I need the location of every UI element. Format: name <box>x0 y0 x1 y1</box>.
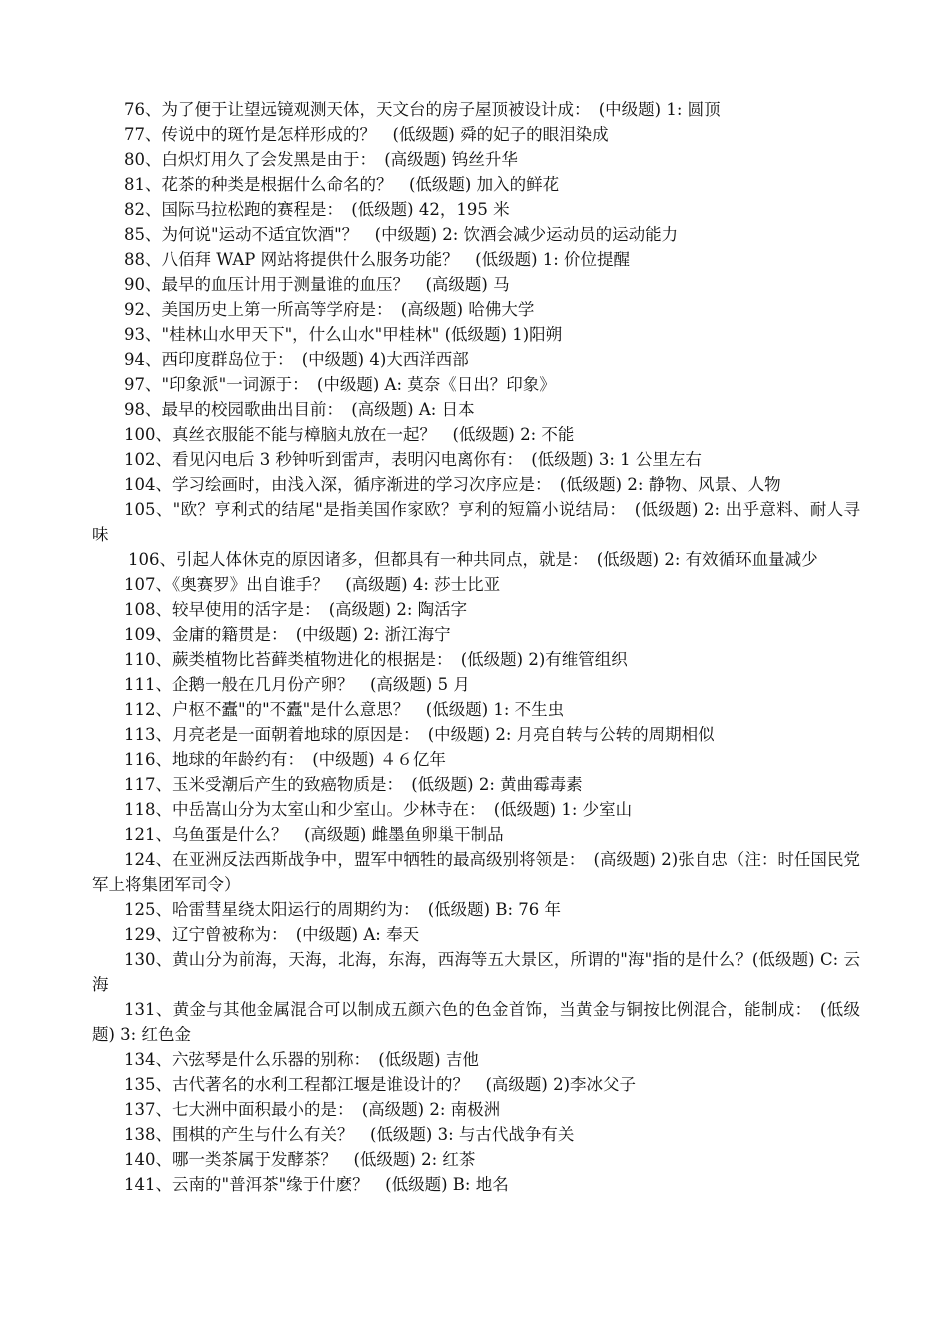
question-93: 93、"桂林山水甲天下"，什么山水"甲桂林" (低级题) 1)阳朔 <box>124 325 563 344</box>
question-112: 112、户枢不蠹"的"不蠹"是什么意思？ (低级题) 1: 不生虫 <box>124 700 565 719</box>
question-134: 134、六弦琴是什么乐器的别称： (低级题) 吉他 <box>124 1050 479 1069</box>
question-106: 106、引起人体休克的原因诸多，但都具有一种共同点，就是： (低级题) 2: 有效循环血量减少 <box>128 550 818 569</box>
question-117: 117、玉米受潮后产生的致癌物质是： (低级题) 2: 黄曲霉毒素 <box>124 775 583 794</box>
question-108: 108、较早使用的活字是： (高级题) 2: 陶活字 <box>124 600 468 619</box>
question-110: 110、蕨类植物比苔藓类植物进化的根据是： (低级题) 2)有维管组织 <box>124 650 628 669</box>
question-118: 118、中岳嵩山分为太室山和少室山。少林寺在： (低级题) 1: 少室山 <box>124 800 633 819</box>
question-92: 92、美国历史上第一所高等学府是： (高级题) 哈佛大学 <box>124 300 535 319</box>
document-page <box>92 97 860 1197</box>
question-97: 97、"印象派"一词源于： (中级题) A: 莫奈《日出？印象》 <box>124 375 556 394</box>
question-121: 121、乌鱼蛋是什么？ (高级题) 雌墨鱼卵巢干制品 <box>124 825 504 844</box>
question-82: 82、国际马拉松跑的赛程是： (低级题) 42，195 米 <box>124 200 510 219</box>
question-125: 125、哈雷彗星绕太阳运行的周期约为： (低级题) B: 76 年 <box>124 900 562 919</box>
question-102: 102、看见闪电后 3 秒钟听到雷声，表明闪电离你有： (低级题) 3: 1 公里左右 <box>124 450 702 469</box>
question-130: 130、黄山分为前海，天海，北海，东海，西海等五大景区，所谓的"海"指的是什么？(低级题) C: 云海 <box>92 950 860 994</box>
question-104: 104、学习绘画时，由浅入深，循序渐进的学习次序应是： (低级题) 2: 静物、风景、人物 <box>124 475 781 494</box>
question-111: 111、企鹅一般在几月份产卵？ (高级题) 5 月 <box>124 675 470 694</box>
question-137: 137、七大洲中面积最小的是： (高级题) 2: 南极洲 <box>124 1100 501 1119</box>
question-124: 124、在亚洲反法西斯战争中，盟军中牺牲的最高级别将领是： (高级题) 2)张自忠（注：时任国民党军上将集团军司令） <box>92 850 860 894</box>
question-141: 141、云南的"普洱茶"缘于什麽？ (低级题) B: 地名 <box>124 1175 509 1194</box>
question-129: 129、辽宁曾被称为： (中级题) A: 奉天 <box>124 925 420 944</box>
question-109: 109、金庸的籍贯是： (中级题) 2: 浙江海宁 <box>124 625 451 644</box>
question-105: 105、"欧？亨利式的结尾"是指美国作家欧？亨利的短篇小说结局： (低级题) 2: 出乎意料、耐人寻味 <box>92 500 860 544</box>
question-100: 100、真丝衣服能不能与樟脑丸放在一起？ (低级题) 2: 不能 <box>124 425 575 444</box>
question-138: 138、围棋的产生与什么有关？ (低级题) 3: 与古代战争有关 <box>124 1125 575 1144</box>
question-94: 94、西印度群岛位于： (中级题) 4)大西洋西部 <box>124 350 469 369</box>
question-85: 85、为何说"运动不适宜饮酒"？ (中级题) 2: 饮酒会减少运动员的运动能力 <box>124 225 679 244</box>
question-107: 107、《奥赛罗》出自谁手？ (高级题) 4: 莎士比亚 <box>124 575 501 594</box>
question-80: 80、白炽灯用久了会发黑是由于： (高级题) 钨丝升华 <box>124 150 518 169</box>
question-88: 88、八佰拜 WAP 网站将提供什么服务功能？ (低级题) 1: 价位提醒 <box>124 250 631 269</box>
question-76: 76、为了便于让望远镜观测天体，天文台的房子屋顶被设计成： (中级题) 1: 圆顶 <box>124 100 721 119</box>
question-116: 116、地球的年龄约有： (中级题) ４６亿年 <box>124 750 446 769</box>
question-131: 131、黄金与其他金属混合可以制成五颜六色的色金首饰，当黄金与铜按比例混合，能制成： (低级题) 3: 红色金 <box>92 1000 860 1044</box>
question-135: 135、古代著名的水利工程都江堰是谁设计的？ (高级题) 2)李冰父子 <box>124 1075 637 1094</box>
question-98: 98、最早的校园歌曲出目前： (高级题) A: 日本 <box>124 400 475 419</box>
question-90: 90、最早的血压计用于测量谁的血压？ (高级题) 马 <box>124 275 510 294</box>
question-77: 77、传说中的斑竹是怎样形成的？ (低级题) 舜的妃子的眼泪染成 <box>124 125 609 144</box>
question-140: 140、哪一类茶属于发酵茶？ (低级题) 2: 红茶 <box>124 1150 476 1169</box>
question-81: 81、花茶的种类是根据什么命名的？ (低级题) 加入的鲜花 <box>124 175 560 194</box>
question-113: 113、月亮老是一面朝着地球的原因是： (中级题) 2: 月亮自转与公转的周期相似 <box>124 725 715 744</box>
